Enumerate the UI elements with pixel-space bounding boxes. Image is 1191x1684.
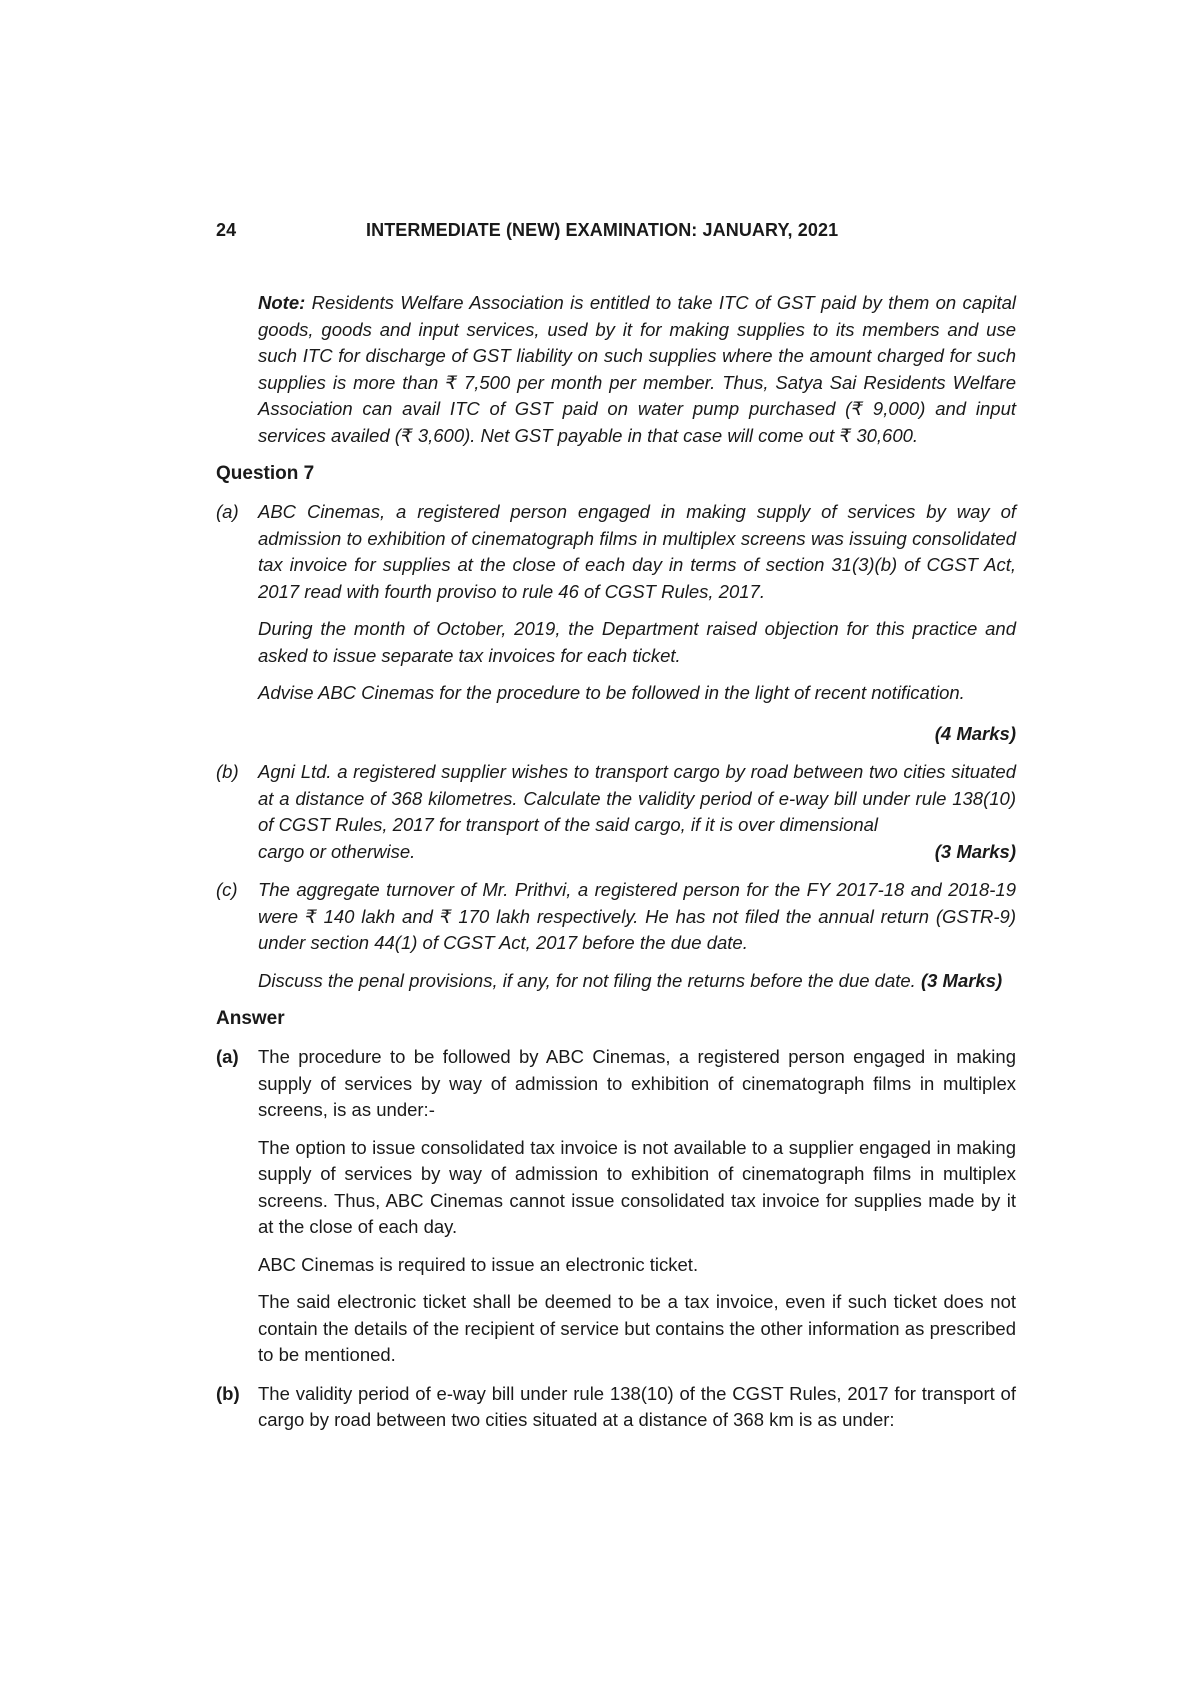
question-c-text-2-line	[258, 968, 1016, 995]
question-a-text-2: During the month of October, 2019, the Department raised objection for this practice and asked to issue separate tax invoices for each ticket.	[258, 618, 1016, 666]
page-header	[216, 220, 1016, 250]
page-content	[216, 290, 1016, 1446]
page-number: 24	[216, 220, 237, 240]
question-part-c	[216, 877, 1016, 994]
page-title: INTERMEDIATE (NEW) EXAMINATION: JANUARY, 2021	[366, 220, 839, 240]
answer-part-a	[216, 1044, 1016, 1369]
question-part-b	[216, 759, 1016, 865]
answer-part-b	[216, 1381, 1016, 1434]
question-a-text-3: Advise ABC Cinemas for the procedure to be followed in the light of recent notification.	[258, 682, 965, 703]
note-text: Residents Welfare Association is entitled to take ITC of GST paid by them on capital goods, goods and input services, used by it for making supplies to its members and use such ITC for discharge of GST liability on such supplies where the amount charged for such supplies is more than ₹ 7,500 per month per member. Thus, Satya Sai Residents Welfare Association can avail ITC of GST paid on water pump purchased (₹ 9,000) and input services availed (₹ 3,600). Net GST payable in that case will come out ₹ 30,600.	[258, 292, 1017, 446]
question-c-label: (c)	[216, 879, 238, 900]
note-label: Note:	[258, 292, 306, 313]
question-c-marks: (3 Marks)	[920, 969, 1003, 991]
answer-b-text-1: The validity period of e-way bill under rule 138(10) of the CGST Rules, 2017 for transport of cargo by road between two cities situated at a distance of 368 km is as under:	[258, 1382, 1016, 1430]
answer-a-text-4: The said electronic ticket shall be deemed to be a tax invoice, even if such ticket does not contain the details of the recipient of service but contains the other information as prescribed to be mentioned.	[258, 1291, 1016, 1365]
question-a-label: (a)	[216, 501, 239, 522]
question-heading: Question 7	[216, 463, 315, 484]
question-c-text-2: Discuss the penal provisions, if any, for not filing the returns before the due date.	[258, 969, 916, 991]
answer-a-text-1: The procedure to be followed by ABC Cinemas, a registered person engaged in making supply of services by way of admission to exhibition of cinematograph films in multiplex screens, is as under:-	[258, 1046, 1016, 1120]
question-part-a	[216, 499, 1016, 747]
answer-a-label: (a)	[216, 1046, 239, 1067]
answer-a-text-3: ABC Cinemas is required to issue an electronic ticket.	[258, 1253, 699, 1275]
question-a-marks: (4 Marks)	[934, 722, 1016, 744]
answer-b-label: (b)	[216, 1382, 240, 1404]
question-b-label: (b)	[216, 761, 239, 782]
question-b-text: Agni Ltd. a registered supplier wishes to transport cargo by road between two cities situated at a distance of 368 kilometres. Calculate the validity period of e-way bill under rule 138(10) of CGST Rules, 2017 for transport of the said cargo, if it is over dimensional	[258, 761, 1016, 835]
question-b-text-end: cargo or otherwise.	[258, 840, 416, 862]
question-b-marks: (3 Marks)	[934, 840, 1016, 862]
answer-a-text-2: The option to issue consolidated tax invoice is not available to a supplier engaged in making supply of services by way of admission to exhibition of cinematograph films in multiplex screens. Thus, ABC Cinemas cannot issue consolidated tax invoice for supplies made by it at the close of each day.	[258, 1136, 1016, 1237]
question-a-text-1: ABC Cinemas, a registered person engaged in making supply of services by way of admission to exhibition of cinematograph films in multiplex screens was issuing consolidated tax invoice for supplies at the close of each day in terms of section 31(3)(b) of CGST Act, 2017 read with fourth proviso to rule 46 of CGST Rules, 2017.	[258, 501, 1016, 602]
question-c-text-1: The aggregate turnover of Mr. Prithvi, a registered person for the FY 2017-18 and 2018-19 were ₹ 140 lakh and ₹ 170 lakh respectively. He has not filed the annual return (GSTR-9) under section 44(1) of CGST Act, 2017 before the due date.	[258, 879, 1016, 953]
answer-heading: Answer	[216, 1008, 285, 1029]
note-paragraph	[258, 290, 1016, 449]
